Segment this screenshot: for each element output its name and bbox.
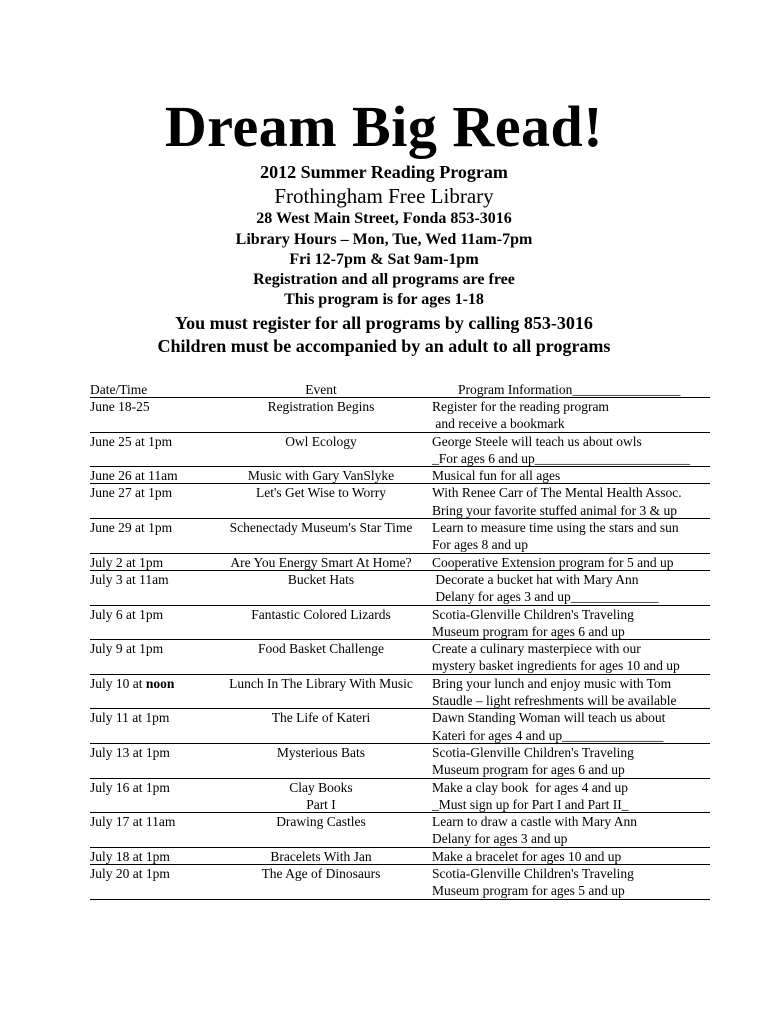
row-event bbox=[210, 675, 432, 692]
row-event bbox=[210, 484, 432, 501]
row-event-line: The Age of Dinosaurs bbox=[261, 866, 381, 882]
row-event-line: Let's Get Wise to Worry bbox=[255, 485, 387, 501]
row-info-line: Bring your favorite stuffed animal for 3 & up bbox=[432, 502, 677, 518]
row-info-line: With Renee Carr of The Mental Health Assoc. bbox=[432, 485, 682, 501]
row-event-line: Mysterious Bats bbox=[276, 744, 366, 760]
row-date: July 6 at 1pm bbox=[90, 606, 164, 622]
library-name: Frothingham Free Library bbox=[274, 184, 494, 208]
row-date: July 3 at 11am bbox=[90, 571, 169, 587]
program-schedule-table bbox=[90, 381, 710, 900]
table-row bbox=[90, 779, 710, 814]
library-hours-weekday: Library Hours – Mon, Tue, Wed 11am-7pm bbox=[235, 231, 533, 248]
table-row bbox=[90, 640, 710, 675]
row-info-line: Make a clay book for ages 4 and up bbox=[432, 779, 629, 795]
register-note: You must register for all programs by calling 853-3016 bbox=[175, 313, 593, 333]
row-event bbox=[210, 519, 432, 536]
row-info-line: Create a culinary masterpiece with our bbox=[432, 641, 641, 657]
row-date-bold: noon bbox=[145, 675, 175, 691]
row-event bbox=[210, 467, 432, 484]
row-info-line: Kateri for ages 4 and up_______________ bbox=[432, 727, 664, 743]
row-event-line: Music with Gary VanSlyke bbox=[247, 468, 395, 484]
row-info-line: _For ages 6 and up_______________________ bbox=[432, 450, 690, 466]
row-date: July 16 at 1pm bbox=[90, 779, 170, 795]
row-event bbox=[210, 865, 432, 882]
row-info bbox=[432, 865, 710, 900]
column-header-date: Date/Time bbox=[90, 382, 148, 397]
row-event bbox=[210, 554, 432, 571]
table-row bbox=[90, 484, 710, 519]
row-event-line: Drawing Castles bbox=[276, 814, 366, 830]
row-event-line: Bucket Hats bbox=[287, 571, 355, 587]
row-info-line: For ages 8 and up bbox=[432, 537, 528, 553]
row-info-line: and receive a bookmark bbox=[432, 416, 565, 432]
free-note: Registration and all programs are free bbox=[253, 271, 515, 288]
table-row bbox=[90, 813, 710, 848]
row-date: July 20 at 1pm bbox=[90, 866, 170, 882]
row-info-line: Learn to measure time using the stars and sun bbox=[432, 520, 679, 536]
row-event-line: Lunch In The Library With Music bbox=[229, 675, 413, 691]
row-info-line: Scotia-Glenville Children's Traveling bbox=[432, 866, 634, 882]
column-header-event: Event bbox=[305, 382, 337, 397]
row-event-line: The Life of Kateri bbox=[271, 710, 371, 726]
row-date: June 26 at 11am bbox=[90, 468, 178, 484]
row-date: July 9 at 1pm bbox=[90, 641, 164, 657]
row-info-line: Learn to draw a castle with Mary Ann bbox=[432, 814, 638, 830]
table-row bbox=[90, 675, 710, 710]
row-info-line: Delany for ages 3 and up_____________ bbox=[432, 589, 659, 605]
row-event bbox=[210, 779, 432, 814]
row-date: June 29 at 1pm bbox=[90, 520, 173, 536]
table-row bbox=[90, 433, 710, 468]
row-underline bbox=[90, 899, 710, 900]
row-event-line: Part I bbox=[306, 796, 336, 812]
row-info bbox=[432, 398, 710, 433]
table-row bbox=[90, 744, 710, 779]
row-event bbox=[210, 744, 432, 761]
row-event-line: Bracelets With Jan bbox=[270, 848, 372, 864]
row-info bbox=[432, 744, 710, 779]
table-row bbox=[90, 709, 710, 744]
row-info bbox=[432, 519, 710, 554]
row-info-line: Bring your lunch and enjoy music with Tom bbox=[432, 675, 672, 691]
row-info bbox=[432, 640, 710, 675]
table-row bbox=[90, 865, 710, 900]
row-info-line: Museum program for ages 6 and up bbox=[432, 623, 625, 639]
row-info-line: Delany for ages 3 and up bbox=[432, 831, 568, 847]
row-date: July 18 at 1pm bbox=[90, 848, 170, 864]
row-info-line: Register for the reading program bbox=[432, 399, 609, 414]
row-info bbox=[432, 813, 710, 848]
table-row bbox=[90, 519, 710, 554]
table-header-row bbox=[90, 381, 710, 398]
row-info-line: mystery basket ingredients for ages 10 and up bbox=[432, 658, 680, 674]
row-info bbox=[432, 467, 710, 484]
row-info bbox=[432, 675, 710, 710]
row-info bbox=[432, 779, 710, 814]
row-info-line: _Must sign up for Part I and Part II_ bbox=[432, 796, 629, 812]
row-event bbox=[210, 813, 432, 830]
row-info-line: Staudle – light refreshments will be available bbox=[432, 693, 677, 709]
row-info bbox=[432, 848, 710, 865]
page-title: Dream Big Read! bbox=[164, 94, 604, 159]
row-date: June 18-25 bbox=[90, 399, 150, 414]
row-date bbox=[90, 675, 220, 692]
row-info-line: Dawn Standing Woman will teach us about bbox=[432, 710, 666, 726]
row-info bbox=[432, 433, 710, 468]
row-info-line: Museum program for ages 5 and up bbox=[432, 883, 625, 899]
row-event-line: Food Basket Challenge bbox=[258, 641, 384, 657]
row-event bbox=[210, 433, 432, 450]
row-event-line: Owl Ecology bbox=[285, 433, 357, 449]
table-row bbox=[90, 398, 710, 433]
row-info-line: George Steele will teach us about owls bbox=[432, 433, 642, 449]
table-row bbox=[90, 571, 710, 606]
row-info bbox=[432, 571, 710, 606]
library-address: 28 West Main Street, Fonda 853-3016 bbox=[256, 210, 512, 227]
library-hours-weekend: Fri 12-7pm & Sat 9am-1pm bbox=[289, 251, 479, 268]
row-event bbox=[210, 398, 432, 415]
accompany-note: Children must be accompanied by an adult to all programs bbox=[157, 336, 611, 356]
row-event-line: Registration Begins bbox=[267, 399, 375, 414]
row-info-line: Make a bracelet for ages 10 and up bbox=[432, 848, 622, 864]
row-date-prefix: July 10 at bbox=[90, 675, 146, 691]
row-info bbox=[432, 484, 710, 519]
row-date: July 2 at 1pm bbox=[90, 554, 164, 570]
row-event bbox=[210, 709, 432, 726]
row-info bbox=[432, 554, 710, 571]
column-header-info: Program Information________________ bbox=[458, 382, 681, 397]
row-info-line: Cooperative Extension program for 5 and up bbox=[432, 554, 674, 570]
row-date: July 13 at 1pm bbox=[90, 744, 170, 760]
row-event-line: Clay Books bbox=[289, 779, 353, 795]
ages-note: This program is for ages 1-18 bbox=[284, 291, 484, 308]
row-event bbox=[210, 571, 432, 588]
row-info-line: Scotia-Glenville Children's Traveling bbox=[432, 744, 634, 760]
row-date: June 27 at 1pm bbox=[90, 485, 173, 501]
table-row bbox=[90, 554, 710, 571]
row-event bbox=[210, 848, 432, 865]
row-event bbox=[210, 606, 432, 623]
table-row bbox=[90, 467, 710, 484]
table-row bbox=[90, 606, 710, 641]
row-event-line: Schenectady Museum's Star Time bbox=[229, 520, 413, 536]
row-info-line: Musical fun for all ages bbox=[432, 468, 561, 484]
row-info bbox=[432, 606, 710, 641]
row-date: July 11 at 1pm bbox=[90, 710, 170, 726]
table-row bbox=[90, 848, 710, 865]
program-subtitle: 2012 Summer Reading Program bbox=[260, 162, 508, 182]
row-info bbox=[432, 709, 710, 744]
row-event bbox=[210, 640, 432, 657]
row-event-line: Fantastic Colored Lizards bbox=[251, 606, 391, 622]
row-date: July 17 at 11am bbox=[90, 814, 176, 830]
row-info-line: Decorate a bucket hat with Mary Ann bbox=[432, 571, 639, 587]
row-info-line: Scotia-Glenville Children's Traveling bbox=[432, 606, 634, 622]
row-info-line: Museum program for ages 6 and up bbox=[432, 762, 625, 778]
row-date: June 25 at 1pm bbox=[90, 433, 173, 449]
row-event-line: Are You Energy Smart At Home? bbox=[230, 554, 412, 570]
